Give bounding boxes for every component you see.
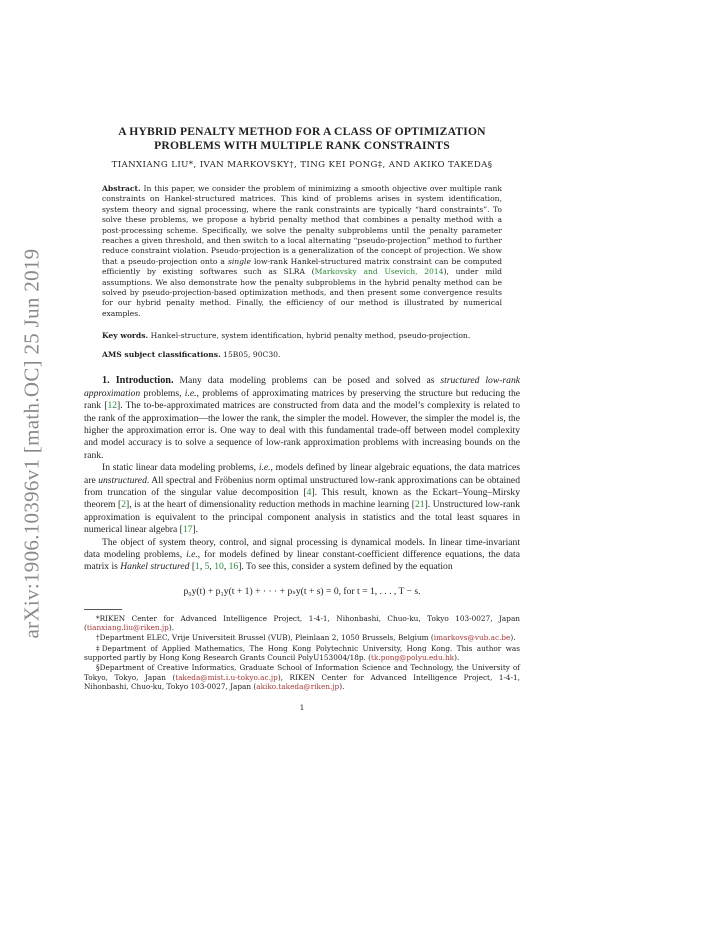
text-run: [ [189, 561, 196, 573]
separator: , [199, 561, 205, 573]
citation-link[interactable]: 21 [414, 499, 425, 511]
text-emphasis: i.e. [186, 548, 198, 560]
citation-link[interactable]: 12 [107, 400, 118, 412]
text-run: †Department ELEC, Vrije Universiteit Brussel (VUB), Pleinlaan 2, 1050 Brussels, Belgium ( [96, 633, 434, 643]
text-run: . All spectral and Fröbenius norm optimal unstructured low-rank approximations can be obtained from truncation of the singular value decomposition [ [84, 474, 520, 498]
text-run: §Department of Creative Informatics, Graduate School of Information Science and Technology, the University of Tokyo, Tokyo, Japan ( [84, 663, 520, 682]
text-run: ). [339, 681, 345, 691]
abstract-text-2: low-rank Hankel-structured matrix constraint can be computed efficiently by existing softwares such as SLRA ( [102, 256, 502, 277]
ams-label: AMS subject classifications. [102, 350, 221, 360]
intro-paragraph-3 [84, 537, 520, 574]
text-run: ). [168, 623, 175, 633]
citation-link[interactable]: 2 [121, 499, 126, 511]
email-link[interactable]: imarkovs@vub.ac.be [433, 633, 511, 643]
arxiv-stamp-text: arXiv:1906.10396v1 [math.OC] 25 Jun 2019 [19, 248, 44, 638]
text-run: ]. The to-be-approximated matrices are constructed from data and the model’s complexity is related to the rank of the approximation—the lower the rank, the simpler the model. However, the simpler the model is, the higher the approximation error is. One way to deal with this fundamental trade-off between model complexity and model accuracy is to solve a sequence of low-rank approximation problems with increasing bounds on the rank. [84, 400, 520, 461]
abstract [84, 184, 520, 319]
text-emphasis: i.e. [184, 387, 197, 399]
text-emphasis: Hankel structured [120, 561, 190, 573]
text-run: *RIKEN Center for Advanced Intelligence Project, 1-4-1, Nihonbashi, Chuo-ku, Tokyo 103-0027, Japan ( [84, 613, 520, 633]
abstract-label: Abstract. [102, 184, 141, 193]
keywords-text: Hankel-structure, system identification, hybrid penalty method, pseudo-projection. [150, 331, 471, 341]
text-emphasis: i.e. [258, 462, 271, 474]
text-run: ], is at the heart of dimensionality reduction methods in machine learning [ [126, 499, 415, 511]
text-run: , problems of approximating matrices by preserving the structure but reducing the rank [ [84, 387, 520, 412]
citation-link[interactable]: 4 [306, 486, 312, 498]
title-line-2: PROBLEMS WITH MULTIPLE RANK CONSTRAINTS [154, 139, 450, 152]
equation: p₀y(t) + p₁y(t + 1) + · · · + pₛy(t + s) = 0, for t = 1, . . . , T − s. [183, 585, 421, 597]
keywords-label: Key words. [102, 331, 149, 341]
keywords [84, 331, 520, 340]
citation-link[interactable]: 5 [204, 561, 210, 573]
footnotes [84, 614, 520, 691]
section-heading: 1. Introduction. [102, 375, 174, 387]
email-link[interactable]: akiko.takeda@riken.jp [256, 681, 340, 691]
arxiv-stamp [8, 236, 56, 650]
footnote-2 [84, 633, 520, 642]
paper-title [84, 125, 520, 153]
separator: , [223, 561, 229, 573]
citation-link[interactable]: 10 [214, 561, 224, 573]
text-run: , models defined by linear algebraic equations, the data matrices are [84, 462, 520, 486]
text-run: Many data modeling problems can be posed and solved as [179, 375, 441, 387]
citation-link[interactable]: 17 [182, 524, 193, 536]
abstract-text-3: ), under mild assumptions. We also demonstrate how the penalty subproblems in the hybrid penalty method can be solved by pseudo-projection-based optimization methods, and then present some convergence results for our hybrid penalty method. Finally, the efficiency of our method is illustrated by numerical examples. [102, 267, 503, 318]
intro-paragraph-2 [84, 462, 520, 536]
footnote-4 [84, 663, 520, 691]
introduction-section [84, 375, 520, 574]
separator: , [209, 561, 215, 573]
authors: TIANXIANG LIU*, IVAN MARKOVSKY†, TING KEI PONG‡, AND AKIKO TAKEDA§ [111, 160, 493, 170]
text-emphasis: structured low-rank approximation [84, 375, 520, 399]
text-emphasis: unstructured [98, 474, 147, 486]
text-run: ‡Department of Applied Mathematics, The Hong Kong Polytechnic University, Hong Kong. This author was supported partly by Hong Kong Research Grants Council PolyU153004/18p. ( [84, 643, 520, 662]
title-line-1: A HYBRID PENALTY METHOD FOR A CLASS OF OPTIMIZATION [118, 125, 486, 138]
intro-paragraph-1 [84, 375, 520, 462]
text-run: , for models defined by linear constant-coefficient difference equations, the data matrix is [84, 548, 520, 573]
text-run: The object of system theory, control, and signal processing is dynamical models. In linear time-invariant data modeling problems, [84, 536, 520, 560]
citation-link[interactable]: 1 [195, 561, 200, 573]
text-run: In static linear data modeling problems, [102, 462, 259, 474]
footnote-1 [84, 614, 520, 633]
text-run: ]. Unstructured low-rank approximation is equivalent to the principal component analysis in statistics and the total least squares in numerical linear algebra [ [84, 499, 521, 536]
footnote-3 [84, 644, 520, 663]
paper-page [84, 125, 520, 712]
text-run: ]. To see this, consider a system defined by the equation [238, 561, 453, 573]
abstract-citation-link[interactable]: Markovsky and Usevich, 2014 [314, 267, 444, 277]
page-number: 1 [299, 703, 305, 713]
ams-text: 15B05, 90C30. [223, 350, 281, 360]
abstract-text-1: In this paper, we consider the problem of minimizing a smooth objective over multiple rank constraints on Hankel-structured matrices. This kind of problems arises in system identification, system theory and signal processing, where the rank constraints are typically “hard constraints”. To solve these problems, we propose a hybrid penalty method that combines a penalty method with a post-processing scheme. Specifically, we solve the penalty subproblems until the penalty parameter reaches a given threshold, and then switch to a local alternating “pseudo-projection” method to further reduce constraint violation. Pseudo-projection is a generalization of the concept of projection. We show that a pseudo-projection onto a [102, 184, 502, 266]
email-link[interactable]: takeda@mist.i.u-tokyo.ac.jp [175, 672, 278, 682]
citation-link[interactable]: 16 [228, 561, 239, 573]
text-run: ]. [192, 524, 199, 536]
text-run: ]. This result, known as the Eckart–Young–Mirsky theorem [ [84, 486, 520, 511]
text-run: ). [510, 633, 516, 643]
email-link[interactable]: tk.pong@polyu.edu.hk [371, 652, 455, 662]
email-link[interactable]: tianxiang.liu@riken.jp [86, 623, 169, 633]
footnote-rule [84, 609, 122, 610]
text-run: ). [454, 652, 460, 662]
abstract-emphasis: single [227, 256, 251, 266]
ams-classifications [84, 350, 520, 359]
text-run: problems, [140, 387, 185, 399]
text-run: ), RIKEN Center for Advanced Intelligence Project, 1-4-1, Nihonbashi, Chuo-ku, Tokyo 103-0027, Japan ( [84, 672, 520, 691]
